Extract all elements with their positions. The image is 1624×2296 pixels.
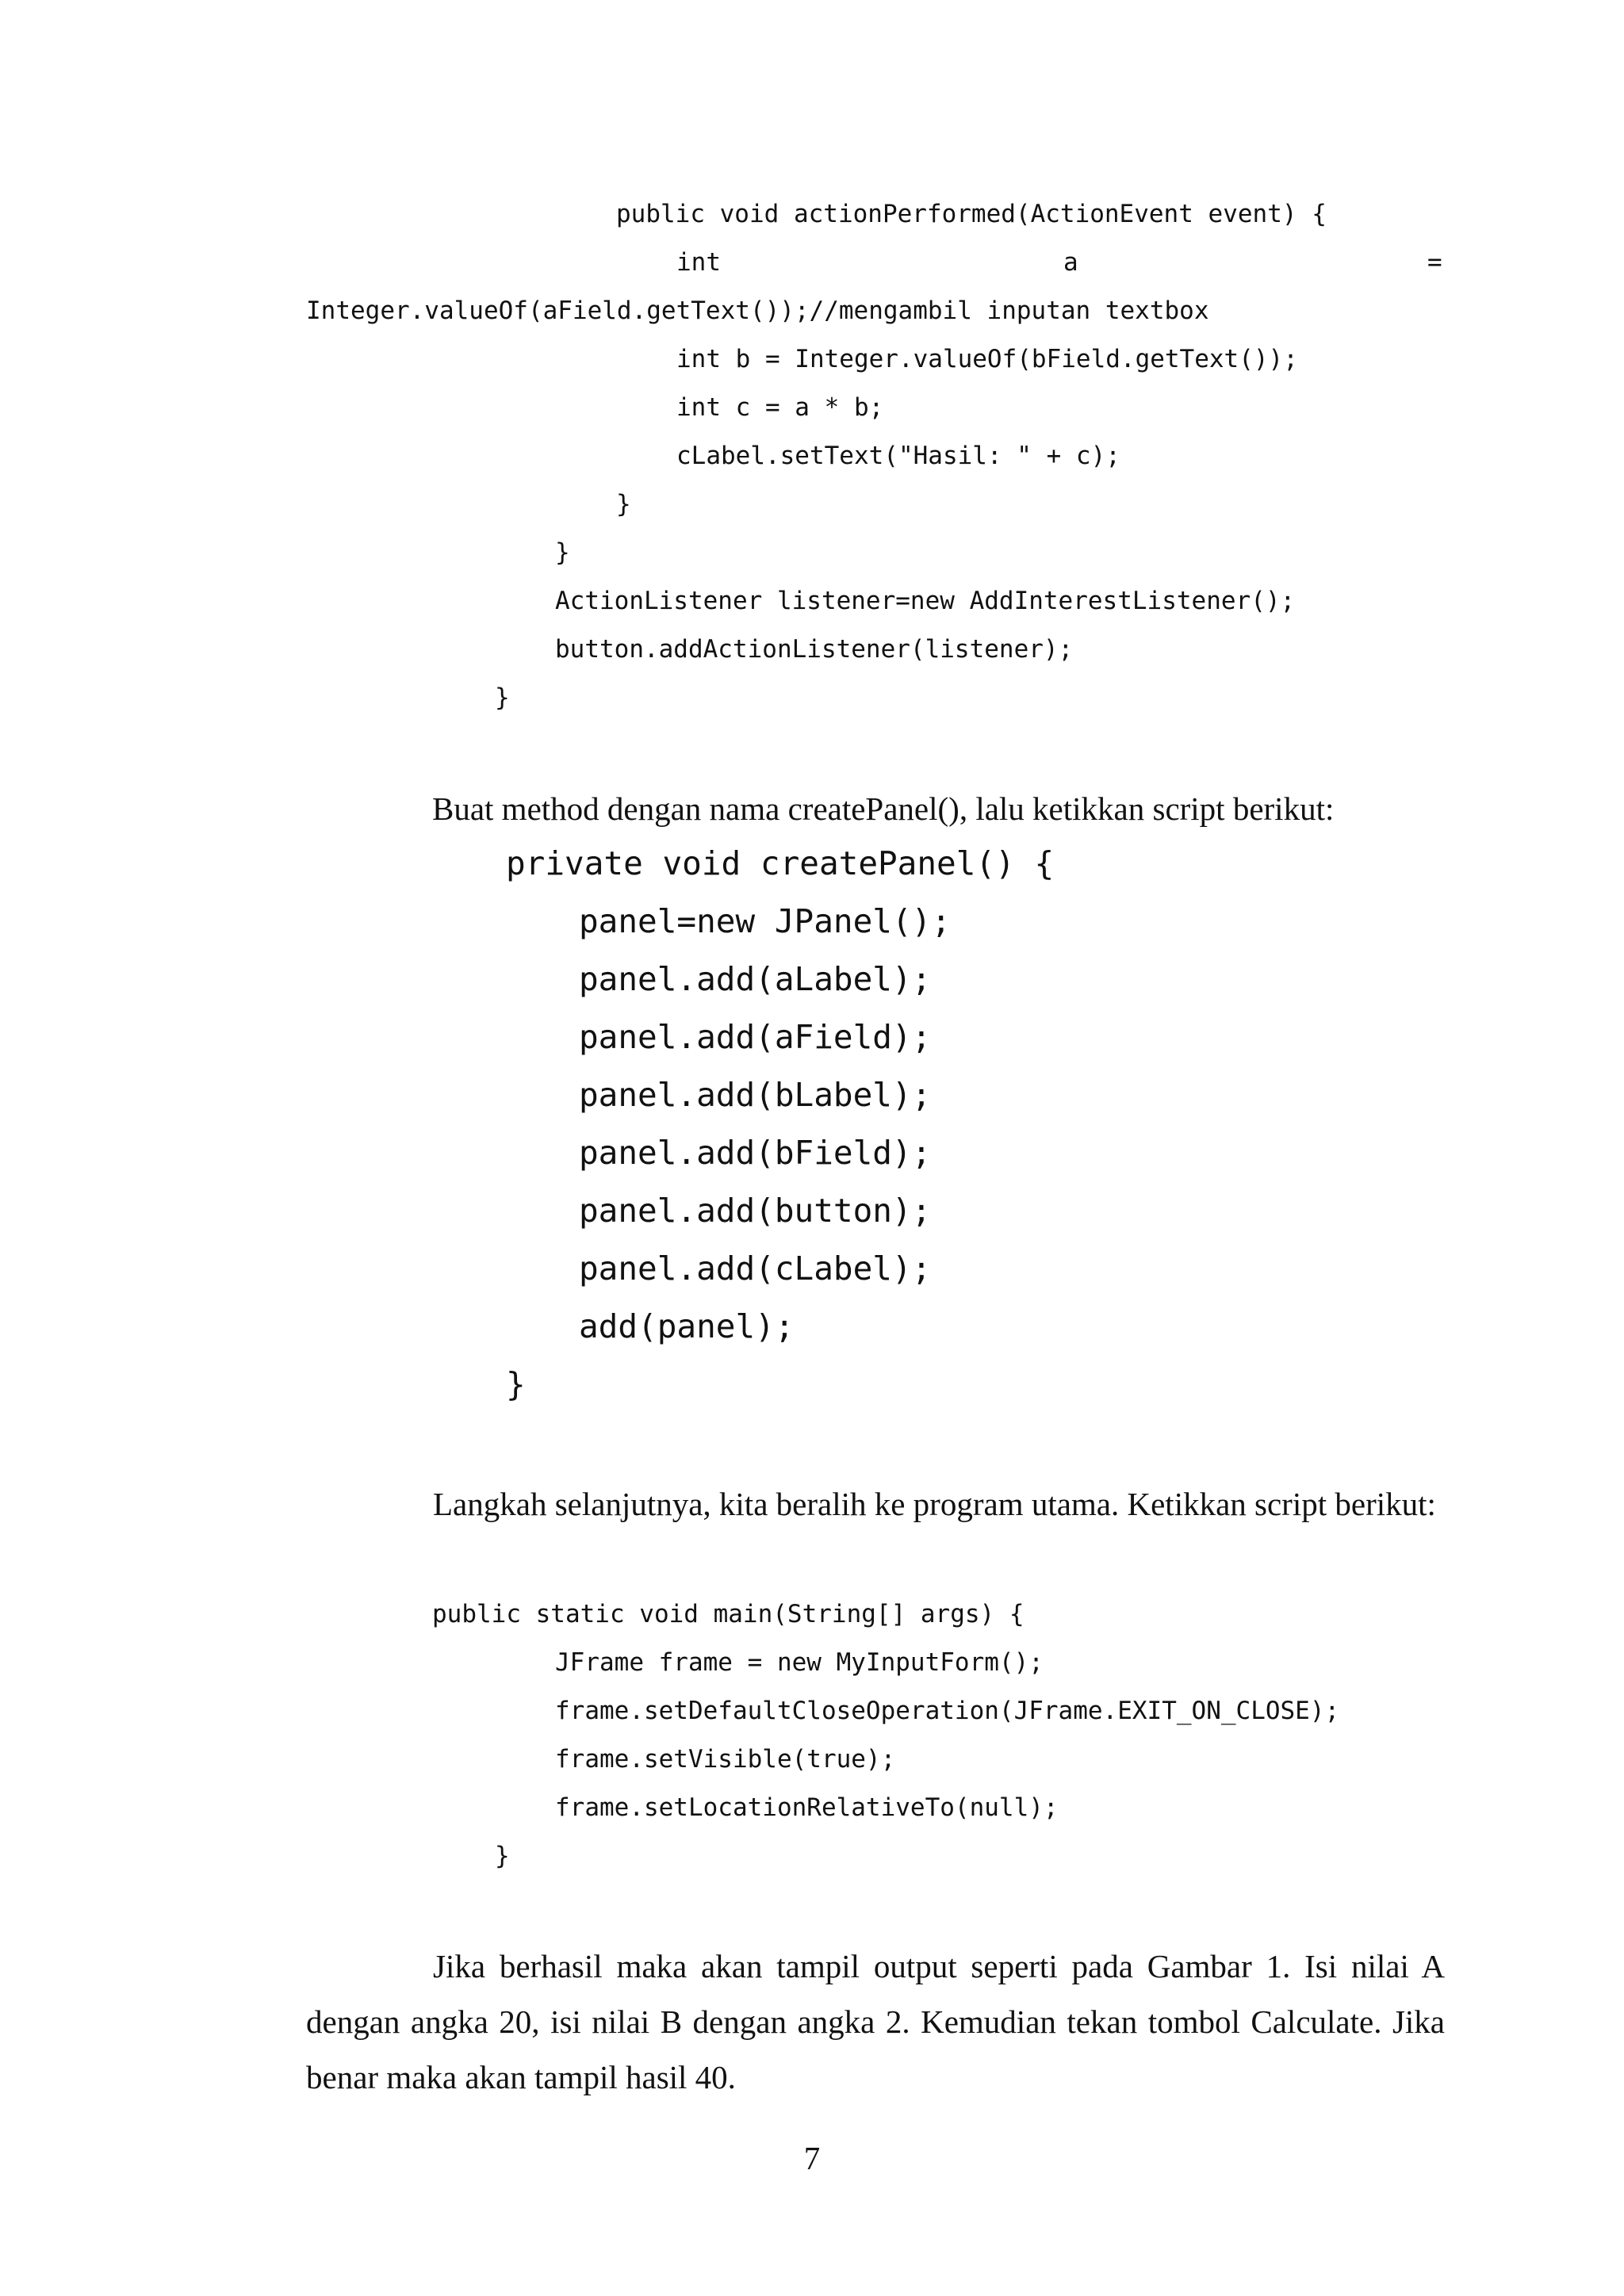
code-line: panel.add(button); bbox=[579, 1192, 932, 1230]
code-line: frame.setDefaultCloseOperation(JFrame.EXIT_ON_CLOSE); bbox=[555, 1697, 1340, 1725]
code-line: panel.add(aField); bbox=[579, 1018, 932, 1056]
paragraph-create-panel-intro: Buat method dengan nama createPanel(), lalu ketikkan script berikut: bbox=[432, 790, 1335, 827]
code-line: button.addActionListener(listener); bbox=[555, 635, 1074, 664]
code-line: panel=new JPanel(); bbox=[579, 902, 951, 940]
code-line: panel.add(cLabel); bbox=[579, 1249, 932, 1288]
code-line: int b = Integer.valueOf(bField.getText()); bbox=[676, 345, 1298, 373]
code-line: } bbox=[555, 538, 570, 567]
code-line: } bbox=[495, 683, 510, 712]
code-line-a: a bbox=[1063, 248, 1078, 277]
code-line: panel.add(aLabel); bbox=[579, 960, 932, 998]
code-line: JFrame frame = new MyInputForm(); bbox=[555, 1648, 1044, 1677]
code-line: private void createPanel() { bbox=[506, 844, 1055, 882]
code-line: public void actionPerformed(ActionEvent event) { bbox=[616, 200, 1327, 228]
code-line: public static void main(String[] args) { bbox=[432, 1600, 1025, 1628]
code-line-int: int bbox=[676, 248, 721, 277]
code-line: } bbox=[495, 1842, 510, 1870]
code-line: int c = a * b; bbox=[676, 393, 884, 422]
code-line-eq: = bbox=[1427, 248, 1442, 277]
code-line: cLabel.setText("Hasil: " + c); bbox=[676, 442, 1120, 470]
code-line: panel.add(bField); bbox=[579, 1134, 932, 1172]
code-line: panel.add(bLabel); bbox=[579, 1076, 932, 1114]
page-number: 7 bbox=[803, 2140, 821, 2176]
code-line: Integer.valueOf(aField.getText());//mengambil inputan textbox bbox=[306, 297, 1209, 325]
paragraph-main-program-intro: Langkah selanjutnya, kita beralih ke program utama. Ketikkan script berikut: bbox=[433, 1486, 1436, 1522]
code-line: add(panel); bbox=[579, 1307, 795, 1345]
paragraph-output-result: Jika berhasil maka akan tampil output seperti pada Gambar 1. Isi nilai A dengan angka 20, isi nilai B dengan angka 2. Kemudian tekan tombol Calculate. Jika benar maka akan tampil hasil 40. bbox=[306, 1948, 1445, 2095]
code-line: frame.setVisible(true); bbox=[555, 1745, 896, 1774]
code-line: frame.setLocationRelativeTo(null); bbox=[555, 1793, 1059, 1822]
code-line: ActionListener listener=new AddInterestListener(); bbox=[555, 587, 1296, 615]
code-line: } bbox=[506, 1365, 526, 1403]
code-line: } bbox=[616, 490, 631, 519]
